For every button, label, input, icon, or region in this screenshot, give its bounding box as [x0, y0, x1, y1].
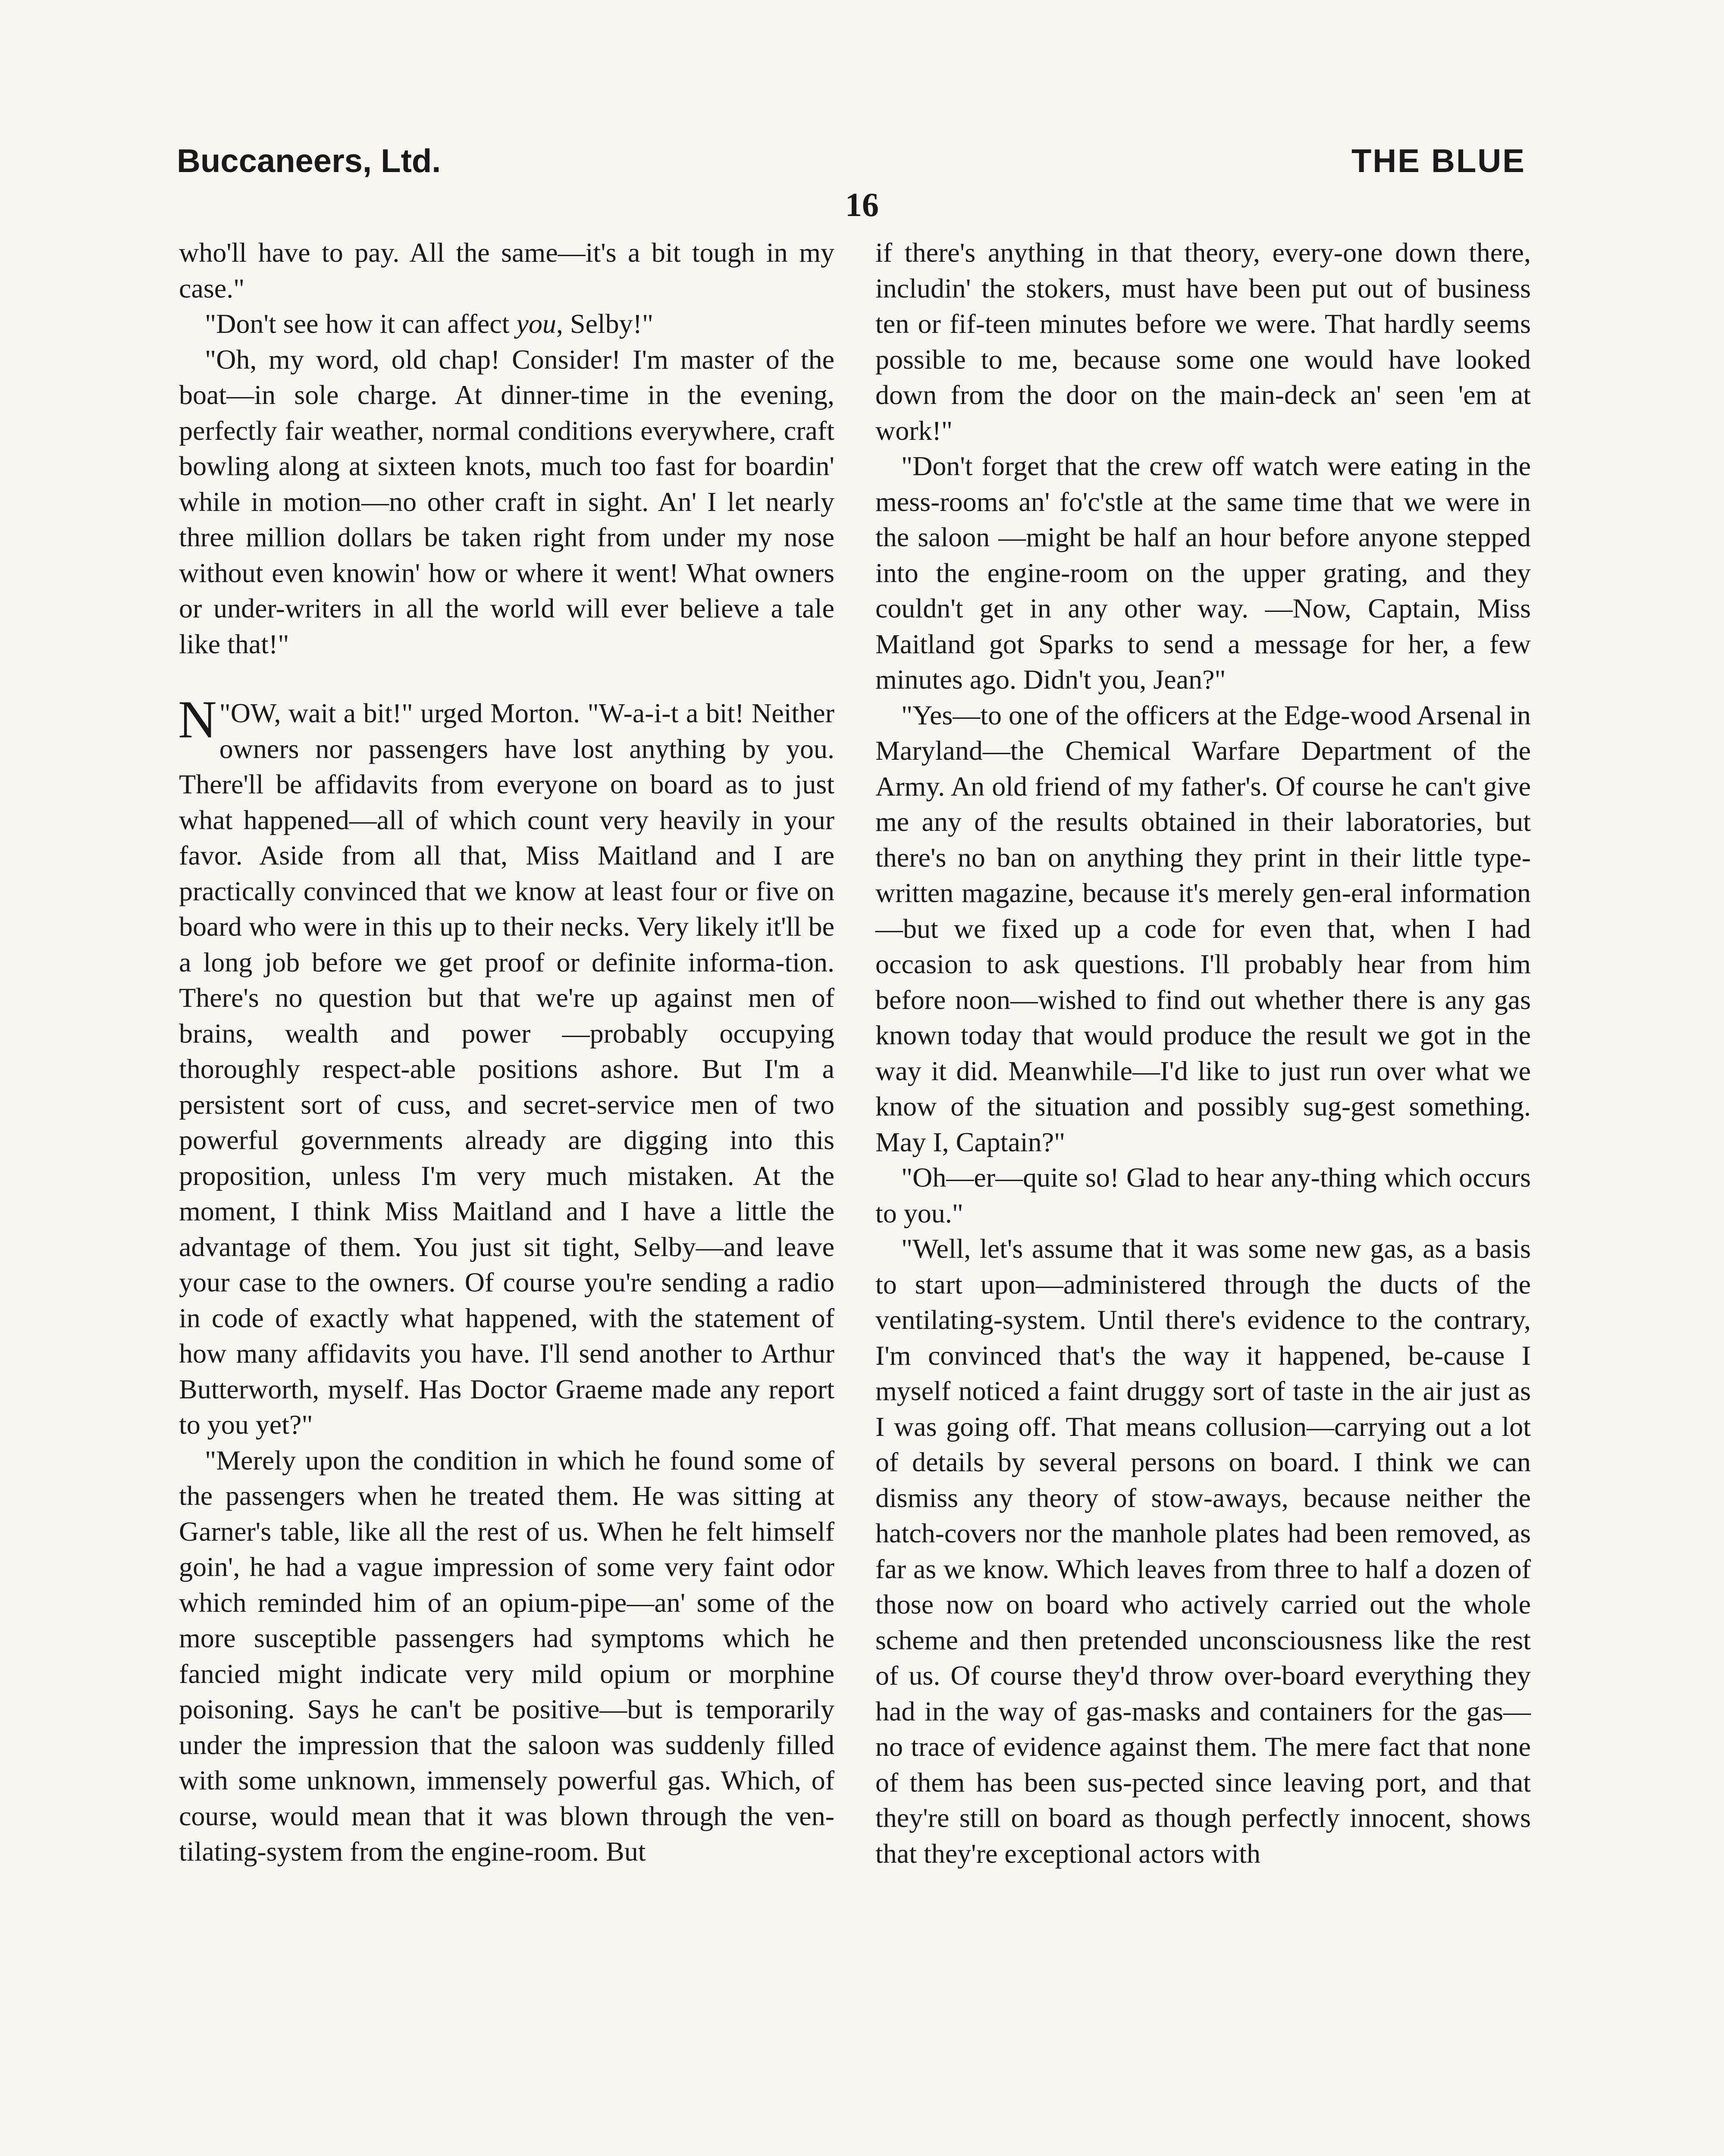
right-column — [875, 235, 1531, 1871]
drop-cap: N — [178, 690, 217, 749]
running-header — [177, 142, 1526, 190]
paragraph: "Oh, my word, old chap! Consider! I'm master of the boat—in sole charge. At dinner-time in the evening, perfectly fair weather, normal conditions everywhere, craft bowling along at sixteen knots, much too fast for boardin' while in motion—no other craft in sight. An' I let nearly three million dollars be taken right from under my nose without even knowin' how or where it went! What owners or under-writers in all the world will ever believe a tale like that!" — [179, 344, 834, 659]
paragraph: "Don't forget that the crew off watch were eating in the mess-rooms an' fo'c'stle at the same time that we were in the saloon —might be half an hour before anyone stepped into the engine-room on the upper grating, and they couldn't get in any other way. —Now, Captain, Miss Maitland got Sparks to send a message for her, a few minutes ago. Didn't you, Jean?" — [875, 451, 1531, 695]
story-title: Buccaneers, Ltd. — [177, 143, 441, 179]
page-number: 16 — [845, 186, 879, 223]
paragraph: "Oh—er—quite so! Glad to hear any-thing which occurs to you." — [875, 1162, 1531, 1228]
emphasis: you — [516, 308, 556, 339]
paragraph: "Don't see how it can affect you, Selby!" — [205, 308, 654, 339]
left-column — [179, 235, 834, 1870]
paragraph: "Yes—to one of the officers at the Edge-wood Arsenal in Maryland—the Chemical Warfare Department of the Army. An old friend of my father's. Of course he can't give me any of the results obtained in their laboratories, but there's no ban on anything they print in their little type-written magazine, because it's merely gen-eral information—but we fixed up a code for even that, when I had occasion to ask questions. I'll probably hear from him before noon—wished to find out whether there is any gas known today that would produce the result we got in the way it did. Meanwhile—I'd like to just run over what we know of the situation and possibly sug-gest something. May I, Captain?" — [875, 699, 1531, 1157]
paragraph: "Well, let's assume that it was some new gas, as a basis to start upon—administered through the ducts of the ventilating-system. Until there's evidence to the contrary, I'm convinced that's the way it happened, be-cause I myself noticed a faint druggy sort of taste in the air just as I was going off. That means collusion—carrying out a lot of details by several persons on board. I think we can dismiss any theory of stow-aways, because neither the hatch-covers nor the manhole plates had been removed, as far as we know. Which leaves from three to half a dozen of those now on board who actively carried out the whole scheme and then pretended unconsciousness like the rest of us. Of course they'd throw over-board everything they had in the way of gas-masks and containers for the gas—no trace of evidence against them. The mere fact that none of them has been sus-pected since leaving port, and that they're still on board as though perfectly innocent, shows that they're exceptional actors with — [875, 1233, 1531, 1869]
paragraph: if there's anything in that theory, every-one down there, includin' the stokers, must have been put out of business ten or fif-teen minutes before we were. That hardly seems possible to me, because some one would have looked down from the door on the main-deck an' seen 'em at work!" — [875, 237, 1531, 446]
magazine-title: THE BLUE — [1351, 143, 1526, 179]
paragraph: who'll have to pay. All the same—it's a bit tough in my case." — [179, 237, 834, 304]
paragraph-dropcap: " N OW, wait a bit!" urged Morton. "W-a-i-t a bit! Neither owners nor passengers have lost anything by you. There'll be affidavits from everyone on board as to just what happened—all of which count very heavily in your favor. Aside from all that, Miss Maitland and I are practically convinced that we know at least four or five on board who were in this up to their necks. Very likely it'll be a long job before we get proof or definite informa-tion. There's no question but that we're up against men of brains, wealth and power —probably occupying thoroughly respect-able positions ashore. But I'm a persistent sort of cuss, and secret-service men of two powerful governments already are digging into this proposition, unless I'm very much mistaken. At the moment, I think Miss Maitland and I have a little the advantage of them. You just sit tight, Selby—and leave your case to the owners. Of course you're sending a radio in code of exactly what happened, with the statement of how many affidavits you have. I'll send another to Arthur Butterworth, myself. Has Doctor Graeme made any report to you yet?" — [178, 690, 834, 1440]
paragraph: "Merely upon the condition in which he found some of the passengers when he treated them. He was sitting at Garner's table, like all the rest of us. When he felt himself goin', he had a vague impression of some very faint odor which reminded him of an opium-pipe—an' some of the more susceptible passengers had symptoms which he fancied might indicate very mild opium or morphine poisoning. Says he can't be positive—but is temporarily under the impression that the saloon was suddenly filled with some unknown, immensely powerful gas. Which, of course, would mean that it was blown through the ven-tilating-system from the engine-room. But — [179, 1445, 834, 1867]
